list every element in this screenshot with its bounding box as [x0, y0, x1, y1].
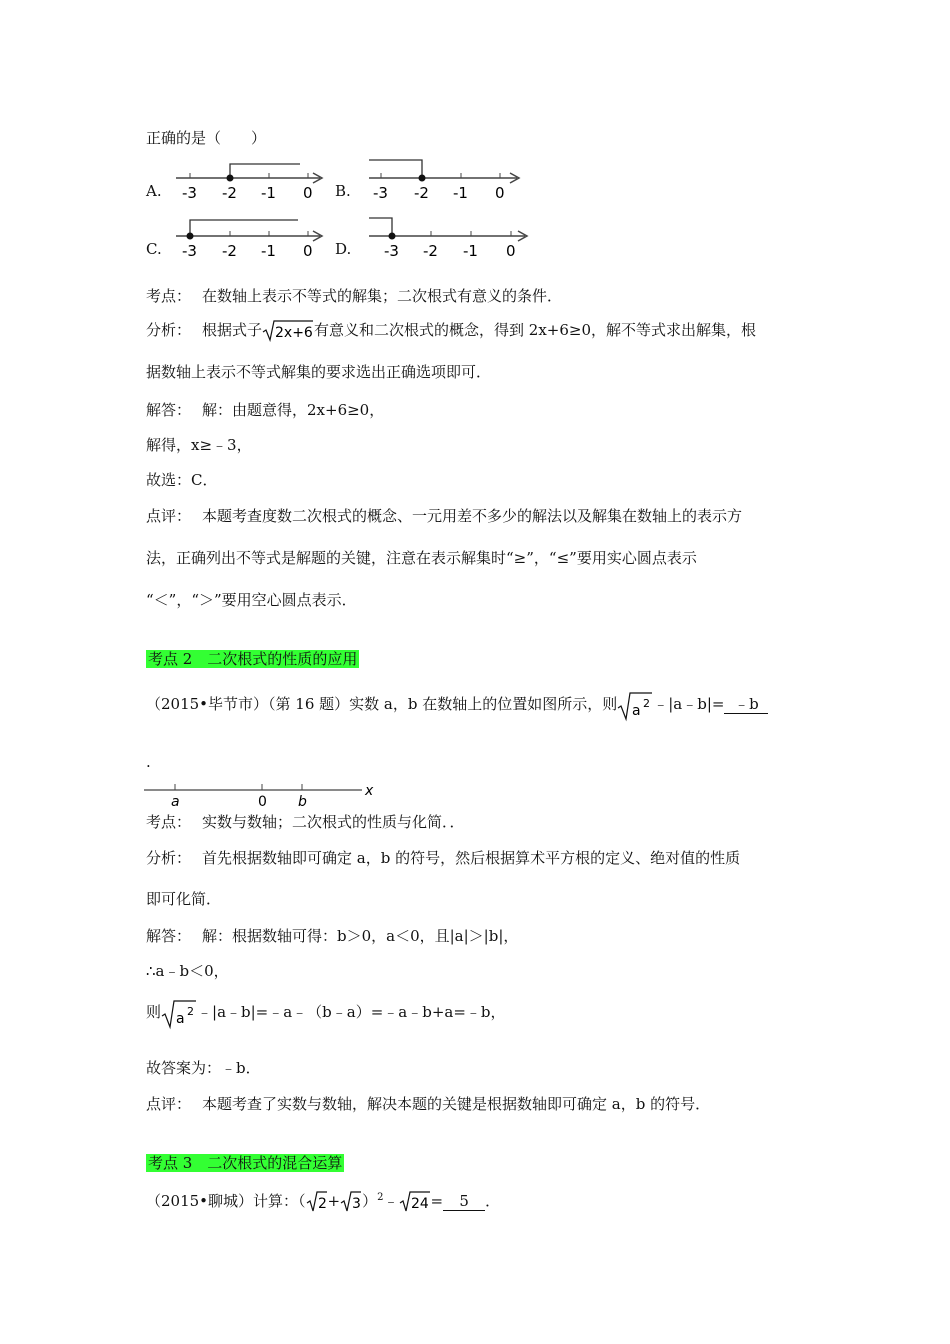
s2-fenxi-row: [146, 848, 740, 868]
option-d-label: D.: [335, 240, 352, 258]
dianping-label: 点评：: [146, 507, 192, 525]
fenxi-text: 首先根据数轴即可确定 a，b 的符号，然后根据算术平方根的定义、绝对值的性质: [202, 849, 741, 867]
jieda-line-3: 故选：C．: [146, 471, 218, 489]
radicand: 2: [317, 1196, 327, 1212]
fenxi-text-pre: 根据式子: [202, 321, 263, 339]
s2-jieda-line-4: 故答案为：﹣b．: [146, 1059, 261, 1077]
s2-kaodian-row: [146, 812, 465, 832]
tick-label: -2: [222, 184, 237, 202]
radical-a-squared-2: [161, 996, 197, 1030]
fenxi-label: 分析：: [146, 321, 192, 339]
exponent: 2: [643, 697, 651, 710]
jieda-label: 解答：: [146, 927, 192, 945]
tick-label: 0: [303, 242, 313, 260]
close-paren: ）: [362, 1192, 378, 1210]
radicand: a: [176, 1011, 185, 1027]
tick-label: -3: [182, 242, 197, 260]
tick-label: -3: [373, 184, 388, 202]
tick-label: -3: [182, 184, 197, 202]
s2-jieda-line-2: ∴a﹣b＜0，: [146, 962, 229, 980]
zero-label: 0: [258, 794, 267, 810]
axis-x-label: x: [365, 783, 374, 799]
equals-sign: =: [430, 1192, 444, 1210]
dianping-line-2: 法，正确列出不等式是解题的关键，注意在表示解集时“≥”，“≤”要用实心圆点表示: [146, 549, 697, 567]
option-b-number-line: [365, 158, 525, 202]
section-heading-2: [146, 649, 359, 669]
tick-label: -1: [261, 184, 276, 202]
jieda-label: 解答：: [146, 401, 192, 419]
tick-label: 0: [506, 242, 516, 260]
radical-24: [399, 1190, 431, 1214]
jieda-row: [146, 400, 384, 420]
minus-sign: ﹣: [383, 1192, 399, 1210]
radical-a-squared: [617, 688, 653, 722]
option-c-label: C.: [146, 240, 162, 258]
point-a-label: a: [171, 794, 180, 810]
radical-2: [306, 1190, 328, 1214]
section3-stem-pre: （2015•聊城）计算：（: [146, 1192, 306, 1210]
dianping-text: 本题考查了实数与数轴，解决本题的关键是根据数轴即可确定 a，b 的符号．: [202, 1095, 711, 1113]
kaodian-label: 考点：: [146, 287, 192, 305]
section-heading-3: [146, 1153, 344, 1173]
kaodian-text: 在数轴上表示不等式的解集；二次根式有意义的条件．: [202, 287, 563, 305]
fenxi-line-2: 据数轴上表示不等式解集的要求选出正确选项即可．: [146, 363, 492, 381]
section2-stem-post: ﹣|a﹣b|=: [653, 695, 725, 713]
option-a-label: A.: [146, 182, 162, 200]
dianping-row: [146, 506, 742, 526]
radicand: 3: [352, 1196, 362, 1212]
option-b-label: B.: [335, 182, 351, 200]
question-stem: 正确的是（ ）: [146, 129, 267, 147]
s2-jieda-line-3: [146, 996, 506, 1030]
tick-label: -2: [423, 242, 438, 260]
jieda-text: 解：根据数轴可得：b＞0，a＜0，且|a|＞|b|，: [202, 927, 519, 945]
tick-label: 0: [303, 184, 313, 202]
answer-blank: ﹣b: [724, 695, 768, 714]
jieda-text-post: ﹣|a﹣b|=﹣a﹣（b﹣a）=﹣a﹣b+a=﹣b，: [197, 1003, 506, 1021]
section3-period: ．: [485, 1192, 501, 1210]
section-heading-2-text: 考点 2 二次根式的性质的应用: [148, 650, 358, 668]
s2-fenxi-line-2: 即可化简．: [146, 890, 222, 908]
jieda-text: 解：由题意得，2x+6≥0，: [202, 401, 385, 419]
tick-label: -2: [414, 184, 429, 202]
radicand: 2x+6: [275, 325, 313, 341]
s2-jieda-row: [146, 926, 518, 946]
tick-label: -2: [222, 242, 237, 260]
jieda-text-pre: 则: [146, 1003, 162, 1021]
s2-dianping-row: [146, 1094, 710, 1114]
tick-label: 0: [495, 184, 505, 202]
point-b-label: b: [298, 794, 307, 810]
fenxi-label: 分析：: [146, 849, 192, 867]
kaodian-text: 实数与数轴；二次根式的性质与化简．．: [202, 813, 465, 831]
answer-blank: 5: [443, 1192, 485, 1211]
exponent: 2: [377, 1192, 384, 1203]
plus-sign: +: [327, 1192, 341, 1210]
dianping-line-3: “＜”，“＞”要用空心圆点表示．: [146, 591, 357, 609]
option-a-number-line: [172, 158, 328, 202]
dianping-text: 本题考查度数二次根式的概念、一元用差不多少的解法以及解集在数轴上的表示方: [202, 507, 743, 525]
kaodian-label: 考点：: [146, 813, 192, 831]
tick-label: -3: [384, 242, 399, 260]
dianping-label: 点评：: [146, 1095, 192, 1113]
tick-label: -1: [261, 242, 276, 260]
section-heading-3-text: 考点 3 二次根式的混合运算: [148, 1154, 343, 1172]
radicand: a: [632, 703, 641, 719]
radical-2x6: [262, 319, 314, 343]
section2-stem: [146, 688, 768, 722]
exponent: 2: [187, 1005, 195, 1018]
kaodian-row: [146, 286, 562, 306]
fenxi-text-post: 有意义和二次根式的概念，得到 2x+6≥0，解不等式求出解集，根: [314, 321, 757, 339]
tick-label: -1: [453, 184, 468, 202]
section3-stem: [146, 1188, 500, 1214]
radicand: 24: [410, 1196, 429, 1212]
option-c-number-line: [172, 214, 328, 260]
tick-label: -1: [463, 242, 478, 260]
option-d-number-line: [365, 214, 535, 260]
jieda-line-2: 解得，x≥﹣3，: [146, 436, 252, 454]
fenxi-row: [146, 319, 756, 343]
section2-number-line: [142, 778, 382, 810]
radical-3: [340, 1190, 362, 1214]
section2-period: .: [146, 753, 151, 771]
section2-stem-text: （2015•毕节市）（第 16 题）实数 a，b 在数轴上的位置如图所示，则: [146, 695, 618, 713]
